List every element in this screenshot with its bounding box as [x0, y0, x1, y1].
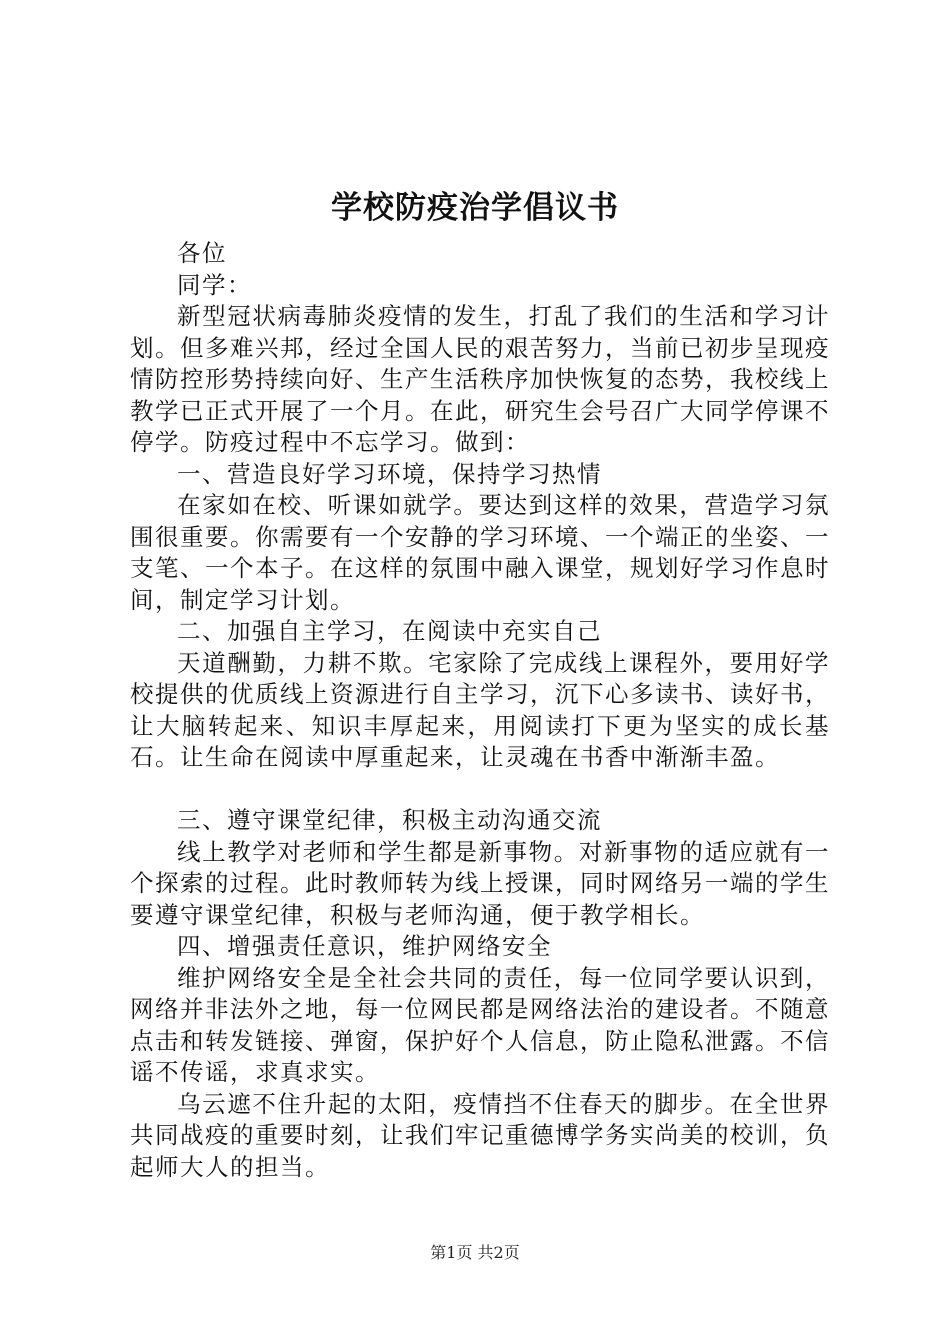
greeting-line-1: 各位	[177, 239, 227, 267]
section-heading-4: 四、增强责任意识，维护网络安全	[177, 932, 552, 960]
intro-paragraph: 新型冠状病毒肺炎疫情的发生，打乱了我们的生活和学习计划。但多难兴邦，经过全国人民的艰苦努力，当前已初步呈现疫情防控形势持续向好、生产生活秩序加快恢复的态势，我校线上教学已正式开展了一个月。在此，研究生会号召广大同学停课不停学。防疫过程中不忘学习。做到：	[130, 302, 830, 456]
section-paragraph-4: 维护网络安全是全社会共同的责任，每一位同学要认识到，网络并非法外之地，每一位网民都是网络法治的建设者。不随意点击和转发链接、弹窗，保护好个人信息，防止隐私泄露。不信谣不传谣，求真求实。	[130, 963, 830, 1086]
document-title: 学校防疫治学倡议书	[331, 190, 619, 226]
greeting-line-2: 同学：	[177, 270, 252, 299]
section-paragraph-2: 天道酬勤，力耕不欺。宅家除了完成线上课程外，要用好学校提供的优质线上资源进行自主学习，沉下心多读书、读好书，让大脑转起来、知识丰厚起来，用阅读打下更为坚实的成长基石。让生命在阅读中厚重起来，让灵魂在书香中渐渐丰盈。	[130, 648, 830, 771]
page-footer: 第1页 共2页	[430, 1243, 520, 1262]
section-heading-1: 一、营造良好学习环境，保持学习热情	[177, 459, 602, 488]
section-heading-2: 二、加强自主学习，在阅读中充实自己	[177, 617, 602, 645]
document-body	[130, 238, 830, 1183]
section-paragraph-3: 线上教学对老师和学生都是新事物。对新事物的适应就有一个探索的过程。此时教师转为线上授课，同时网络另一端的学生要遵守课堂纪律，积极与老师沟通，便于教学相长。	[130, 837, 830, 929]
section-heading-3: 三、遵守课堂纪律，积极主动沟通交流	[177, 806, 602, 834]
section-paragraph-1: 在家如在校、听课如就学。要达到这样的效果，营造学习氛围很重要。你需要有一个安静的学习环境、一个端正的坐姿、一支笔、一个本子。在这样的氛围中融入课堂，规划好学习作息时间，制定学习计划。	[130, 491, 830, 614]
closing-paragraph: 乌云遮不住升起的太阳，疫情挡不住春天的脚步。在全世界共同战疫的重要时刻，让我们牢记重德博学务实尚美的校训，负起师大人的担当。	[130, 1089, 830, 1181]
